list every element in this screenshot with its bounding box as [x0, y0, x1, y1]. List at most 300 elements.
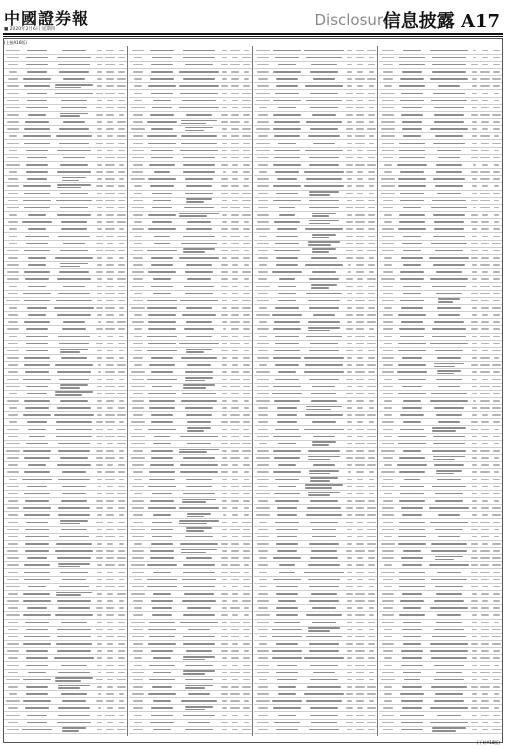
table-cell-text [25, 707, 50, 709]
table-cell-text [275, 243, 299, 245]
table-cell-text [60, 572, 89, 574]
table-cell-text [118, 586, 126, 588]
table-cell-text [257, 622, 269, 624]
row-divider [379, 125, 502, 126]
table-cell-text [222, 200, 227, 202]
table-cell-text [355, 500, 365, 502]
table-cell-text [96, 629, 103, 631]
table-cell-text [24, 143, 49, 145]
table-cell-text [96, 250, 102, 252]
table-cell-text [381, 450, 394, 452]
table-cell-text [222, 93, 226, 95]
table-cell-text [437, 572, 460, 574]
row-divider [4, 719, 127, 720]
table-cell-text [402, 243, 421, 245]
row-divider [254, 454, 377, 455]
table-cell-text [258, 707, 269, 709]
row-divider [4, 661, 127, 662]
table-cell-text [368, 715, 375, 717]
table-cell-text [438, 514, 460, 516]
table-cell-text [369, 629, 374, 631]
row-divider [254, 333, 377, 334]
row-divider [4, 554, 127, 555]
table-cell-text [308, 564, 340, 566]
row-divider [254, 697, 377, 698]
table-cell-text [243, 379, 249, 381]
table-cell-text [97, 443, 102, 445]
row-divider [379, 397, 502, 398]
table-cell-text [399, 57, 424, 59]
table-cell-text [181, 123, 206, 125]
table-cell-text [179, 507, 219, 509]
table-cell-text [8, 657, 18, 659]
table-cell-text [149, 622, 175, 624]
table-cell-text [403, 400, 421, 402]
row-divider [254, 604, 377, 605]
table-cell-text [97, 71, 103, 73]
row-divider [129, 118, 252, 119]
table-cell-text [6, 614, 20, 616]
table-cell-text [243, 586, 251, 588]
table-cell-text [58, 707, 89, 709]
table-cell-text [105, 64, 114, 66]
table-cell-text [134, 429, 142, 431]
table-cell-text [275, 57, 299, 59]
table-cell-text [183, 586, 216, 588]
table-cell-text [107, 464, 113, 466]
table-cell-text [367, 278, 376, 280]
table-cell-text [133, 471, 144, 473]
row-divider [4, 425, 127, 426]
table-cell-text [119, 693, 125, 695]
table-cell-text [312, 441, 335, 443]
table-cell-text [179, 213, 219, 215]
table-cell-text [348, 264, 352, 266]
table-cell-text [493, 600, 500, 602]
table-cell-text [151, 543, 172, 545]
row-divider [4, 418, 127, 419]
table-cell-text [107, 572, 114, 574]
table-cell-text [133, 700, 143, 702]
table-cell-text [383, 286, 392, 288]
table-cell-text [232, 336, 238, 338]
row-divider [4, 282, 127, 283]
table-cell-text [383, 429, 392, 431]
table-cell-text [7, 557, 18, 559]
table-cell-text [231, 228, 240, 230]
table-cell-text [276, 643, 299, 645]
row-divider [4, 633, 127, 634]
table-cell-text [185, 687, 205, 689]
table-cell-text [232, 164, 239, 166]
table-cell-text [107, 507, 113, 509]
table-cell-text [403, 135, 421, 137]
row-divider [4, 304, 127, 305]
table-cell-text [430, 607, 468, 609]
table-cell-text [6, 586, 19, 588]
table-cell-text [183, 636, 215, 638]
table-cell-text [119, 607, 125, 609]
table-cell-text [131, 371, 145, 373]
table-cell-text [258, 207, 268, 209]
table-cell-text [106, 221, 114, 223]
row-divider [379, 89, 502, 90]
row-divider [379, 490, 502, 491]
row-divider [4, 340, 127, 341]
table-cell-text [403, 236, 420, 238]
table-cell-text [346, 586, 353, 588]
table-cell-text [117, 321, 125, 323]
table-cell-text [492, 386, 500, 388]
row-divider [4, 168, 127, 169]
table-cell-text [482, 500, 489, 502]
table-cell-text [259, 579, 267, 581]
table-cell-text [132, 321, 145, 323]
row-divider [379, 719, 502, 720]
table-cell-text [230, 414, 240, 416]
table-cell-text [106, 636, 113, 638]
table-cell-text [357, 386, 363, 388]
table-cell-text [347, 343, 353, 345]
table-cell-text [400, 336, 424, 338]
table-cell-text [61, 500, 86, 502]
table-cell-text [28, 257, 46, 259]
table-cell-text [133, 707, 144, 709]
table-cell-text [278, 600, 297, 602]
table-cell-text [383, 607, 393, 609]
table-cell-text [6, 700, 20, 702]
table-cell-text [433, 456, 465, 458]
table-cell-text [242, 729, 250, 731]
table-cell-text [401, 507, 424, 509]
table-cell-text [399, 85, 424, 87]
table-cell-text [384, 464, 392, 466]
table-cell-text [306, 57, 342, 59]
table-cell-text [106, 214, 114, 216]
table-cell-text [221, 564, 228, 566]
table-cell-text [221, 228, 227, 230]
table-cell-text [306, 293, 342, 295]
table-cell-text [152, 614, 172, 616]
table-cell-text [472, 271, 477, 273]
table-cell-text [243, 386, 249, 388]
table-cell-text [357, 479, 363, 481]
table-cell-text [356, 364, 364, 366]
table-cell-text [24, 300, 51, 302]
table-cell-text [382, 250, 393, 252]
table-cell-text [107, 336, 113, 338]
table-cell-text [481, 321, 489, 323]
table-cell-text [311, 593, 337, 595]
table-cell-text [148, 271, 175, 273]
table-cell-text [96, 500, 103, 502]
table-cell-text [384, 493, 392, 495]
table-cell-text [348, 271, 352, 273]
table-cell-text [106, 614, 115, 616]
table-cell-text [356, 693, 364, 695]
table-cell-text [96, 114, 102, 116]
table-cell-text [311, 287, 329, 289]
table-cell-text [26, 386, 48, 388]
table-cell-text [230, 443, 239, 445]
table-cell-text [258, 715, 267, 717]
table-cell-text [472, 665, 477, 667]
table-cell-text [472, 236, 476, 238]
table-cell-text [181, 552, 206, 554]
table-cell-text [244, 607, 249, 609]
table-cell-text [482, 164, 489, 166]
table-cell-text [357, 357, 363, 359]
table-cell-text [230, 693, 239, 695]
table-cell-text [96, 236, 103, 238]
table-cell-text [150, 78, 174, 80]
table-cell-text [107, 150, 114, 152]
table-cell-text [472, 622, 477, 624]
table-cell-text [57, 278, 91, 280]
table-cell-text [132, 500, 144, 502]
table-cell-text [23, 414, 51, 416]
table-cell-text [242, 450, 251, 452]
table-cell-text [119, 64, 124, 66]
table-cell-text [55, 677, 92, 679]
table-cell-text [382, 236, 393, 238]
table-cell-text [436, 164, 463, 166]
table-cell-text [384, 629, 393, 631]
table-cell-text [244, 572, 249, 574]
row-divider [129, 261, 252, 262]
table-cell-text [493, 236, 499, 238]
row-divider [129, 268, 252, 269]
table-cell-text [273, 436, 301, 438]
table-cell-text [369, 607, 374, 609]
table-cell-text [256, 614, 270, 616]
row-divider [129, 182, 252, 183]
table-cell-text [106, 78, 113, 80]
table-cell-text [24, 250, 51, 252]
table-cell-text [133, 250, 144, 252]
table-cell-text [61, 100, 87, 102]
table-cell-text [231, 500, 239, 502]
table-cell-text [492, 407, 500, 409]
table-cell-text [152, 536, 172, 538]
row-divider [254, 375, 377, 376]
table-cell-text [185, 665, 214, 667]
row-divider [254, 118, 377, 119]
table-cell-text [355, 600, 365, 602]
table-cell-text [368, 293, 375, 295]
table-cell-text [277, 665, 297, 667]
table-cell-text [347, 622, 352, 624]
table-cell-text [438, 298, 460, 300]
table-cell-text [369, 650, 374, 652]
table-cell-text [134, 715, 142, 717]
table-cell-text [57, 650, 91, 652]
row-divider [379, 654, 502, 655]
table-cell-text [244, 236, 250, 238]
table-cell-text [117, 221, 126, 223]
row-divider [4, 139, 127, 140]
table-cell-text [435, 350, 464, 352]
row-divider [4, 275, 127, 276]
table-cell-text [97, 350, 102, 352]
table-cell-text [258, 564, 267, 566]
table-cell-text [57, 557, 91, 559]
table-cell-text [481, 150, 490, 152]
row-divider [4, 476, 127, 477]
row-divider [129, 626, 252, 627]
table-cell-text [134, 607, 142, 609]
table-cell-text [23, 379, 51, 381]
table-cell-text [183, 493, 215, 495]
row-divider [254, 390, 377, 391]
table-cell-text [404, 479, 421, 481]
table-cell-text [347, 407, 351, 409]
table-cell-text [59, 343, 89, 345]
table-cell-text [186, 351, 204, 353]
table-cell-text [480, 471, 490, 473]
table-cell-text [28, 464, 47, 466]
table-cell-text [355, 457, 364, 459]
table-cell-text [221, 593, 228, 595]
row-divider [129, 476, 252, 477]
table-cell-text [310, 679, 339, 681]
table-cell-text [382, 486, 394, 488]
table-cell-text [180, 622, 219, 624]
table-cell-text [471, 64, 478, 66]
table-cell-text [309, 164, 339, 166]
table-cell-text [436, 473, 454, 475]
row-divider [254, 418, 377, 419]
table-cell-text [183, 656, 214, 658]
table-cell-text [222, 71, 228, 73]
table-cell-text [98, 707, 102, 709]
table-cell-text [400, 715, 424, 717]
row-divider [254, 661, 377, 662]
table-cell-text [97, 85, 102, 87]
row-divider [4, 447, 127, 448]
table-cell-text [232, 600, 238, 602]
row-divider [129, 647, 252, 648]
table-cell-text [221, 693, 228, 695]
table-cell-text [96, 271, 103, 273]
table-cell-text [258, 250, 267, 252]
table-cell-text [222, 386, 226, 388]
table-cell-text [308, 579, 339, 581]
table-cell-text [244, 50, 250, 52]
table-cell-text [96, 243, 103, 245]
table-cell-text [22, 479, 51, 481]
table-cell-text [275, 364, 299, 366]
table-cell-text [222, 221, 228, 223]
table-cell-text [186, 486, 211, 488]
table-cell-text [356, 128, 364, 130]
table-cell-text [347, 71, 352, 73]
table-cell-text [231, 193, 238, 195]
table-cell-text [133, 71, 144, 73]
table-cell-text [8, 514, 18, 516]
table-cell-text [232, 400, 238, 402]
table-cell-text [346, 171, 353, 173]
table-cell-text [117, 364, 126, 366]
table-cell-text [23, 643, 51, 645]
row-divider [254, 132, 377, 133]
table-cell-text [355, 514, 364, 516]
table-cell-text [347, 78, 352, 80]
table-cell-text [222, 300, 227, 302]
table-cell-text [117, 557, 125, 559]
table-cell-text [471, 257, 478, 259]
table-cell-text [242, 93, 251, 95]
table-cell-text [312, 536, 336, 538]
table-cell-text [258, 500, 267, 502]
table-cell-text [346, 257, 352, 259]
table-cell-text [400, 429, 424, 431]
table-cell-text [221, 614, 227, 616]
table-cell-text [256, 507, 269, 509]
table-cell-text [347, 672, 351, 674]
table-cell-text [96, 143, 102, 145]
table-cell-text [356, 321, 363, 323]
table-cell-text [151, 93, 172, 95]
table-cell-text [56, 429, 92, 431]
table-cell-text [347, 564, 352, 566]
table-cell-text [368, 300, 374, 302]
table-cell-text [493, 107, 501, 109]
table-cell-text [230, 343, 240, 345]
row-divider [379, 590, 502, 591]
row-divider [254, 633, 377, 634]
table-cell-text [242, 486, 250, 488]
table-cell-text [147, 336, 177, 338]
table-cell-text [432, 328, 466, 330]
table-cell-text [258, 429, 269, 431]
table-cell-text [382, 300, 394, 302]
table-cell-text [182, 499, 217, 501]
table-cell-text [434, 464, 465, 466]
table-cell-text [63, 78, 86, 80]
table-cell-text [243, 622, 250, 624]
section-name-chinese: 信息披露 A17 [382, 11, 500, 32]
table-cell-text [402, 128, 422, 130]
table-cell-text [187, 607, 211, 609]
table-cell-text [347, 421, 351, 423]
table-cell-text [494, 357, 499, 359]
table-cell-text [55, 680, 81, 682]
table-cell-text [244, 564, 249, 566]
table-cell-text [97, 715, 102, 717]
table-cell-text [185, 377, 213, 379]
table-cell-text [308, 630, 330, 632]
row-divider [129, 547, 252, 548]
table-cell-text [221, 85, 228, 87]
table-cell-text [149, 679, 175, 681]
row-divider [254, 268, 377, 269]
table-cell-text [347, 143, 352, 145]
table-cell-text [472, 71, 476, 73]
table-cell-text [480, 157, 489, 159]
table-cell-text [356, 271, 365, 273]
table-cell-text [384, 307, 392, 309]
table-cell-text [274, 622, 300, 624]
table-cell-text [132, 379, 143, 381]
table-cell-text [368, 200, 376, 202]
table-cell-text [277, 679, 298, 681]
table-cell-text [55, 257, 94, 259]
table-cell-text [222, 529, 227, 531]
table-cell-text [256, 700, 269, 702]
table-cell-text [221, 264, 228, 266]
table-cell-text [183, 78, 215, 80]
